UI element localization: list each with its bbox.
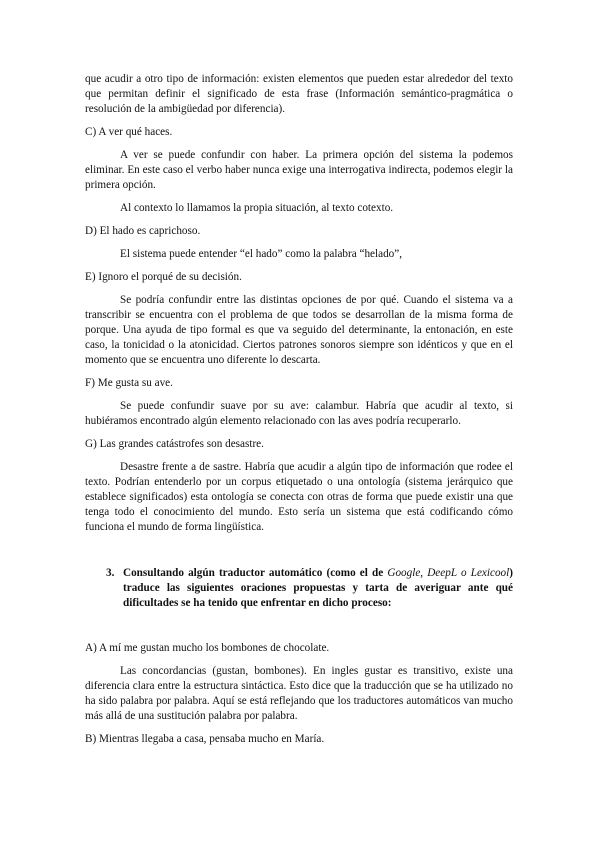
example-a-explanation: Las concordancias (gustan, bombones). En ingles gustar es transitivo, existe una diferencia clara entre la estructura sintáctica. Esto dice que la traducción que se ha utilizado no ha sido palabra por palabra. Aquí se está reflejando que los traductores automáticos van mucho más allá de una sustitución palabra por palabra.	[85, 665, 513, 722]
example-a-heading: A) A mí me gustan mucho los bombones de chocolate.	[85, 642, 330, 654]
example-c-context-note: Al contexto lo llamamos la propia situación, al texto cotexto.	[120, 202, 394, 214]
question-text-italic: Google, DeepL o Lexicool	[387, 567, 510, 579]
example-c-heading: C) A ver qué haces.	[85, 126, 173, 138]
example-e-explanation: Se podría confundir entre las distintas opciones de por qué. Cuando el sistema va a transcribir se encuentra con el problema de que todos se desarrollan de la misma forma de porque. Una ayuda de tipo formal es que va seguido del determinante, la entonación, en este caso, la tonicidad o la atonicidad. Ciertos patrones sonoros siempre son idénticos y que en el momento que se encuentra uno diferente lo descarta.	[85, 294, 513, 366]
example-f-explanation: Se puede confundir suave por su ave: calambur. Habría que acudir al texto, si hubiéramos encontrado algún elemento relacionado con las aves podría recuperarlo.	[85, 400, 513, 427]
paragraph-continuation: que acudir a otro tipo de información: existen elementos que pueden estar alrededor del texto que permitan definir el significado de esta frase (Información semántico-pragmática o resolución de la ambigüedad por diferencia).	[85, 73, 513, 115]
example-e-heading: E) Ignoro el porqué de su decisión.	[85, 271, 242, 283]
question-text-part1: Consultando algún traductor automático (como el de	[123, 567, 388, 579]
example-g-heading: G) Las grandes catástrofes son desastre.	[85, 438, 264, 450]
question-number: 3.	[106, 567, 115, 579]
question-text	[123, 566, 513, 611]
example-g-explanation: Desastre frente a de sastre. Habría que acudir a algún tipo de información que rodee el texto. Podrían entenderlo por un corpus etiquetado o una ontología (sistema jerárquico que establece significados) esta ontología se conecta con otras de forma que puede existir una que tenga todo el conocimiento del mundo. Esto sería un sistema que está codificando cómo funciona el mundo de forma lingüística.	[85, 461, 513, 533]
body-bottom	[85, 641, 513, 747]
example-b-heading: B) Mientras llegaba a casa, pensaba mucho en María.	[85, 733, 325, 745]
question-text-part2: ) traduce las siguientes oraciones propuestas y tarta de averiguar ante qué dificultades se ha tenido que enfrentar en dicho proceso:	[123, 567, 513, 609]
example-c-explanation: A ver se puede confundir con haber. La primera opción del sistema la podemos eliminar. En este caso el verbo haber nunca exige una interrogativa indirecta, podemos elegir la primera opción.	[85, 149, 513, 191]
example-d-explanation: El sistema puede entender “el hado” como la palabra “helado”,	[120, 248, 403, 260]
body-top	[85, 72, 513, 535]
example-d-heading: D) El hado es caprichoso.	[85, 225, 201, 237]
example-f-heading: F) Me gusta su ave.	[85, 377, 173, 389]
